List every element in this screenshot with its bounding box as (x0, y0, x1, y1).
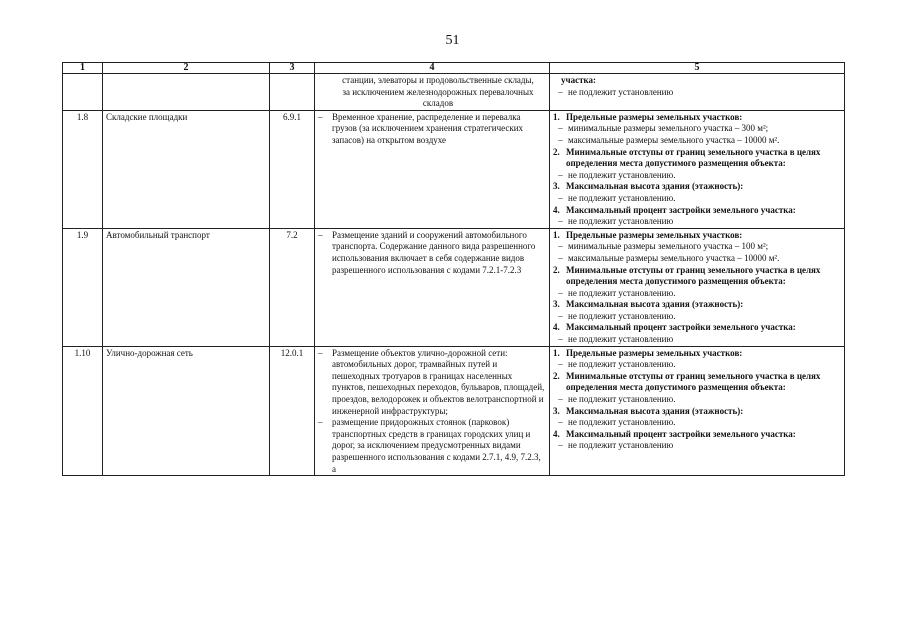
parameter-text: не подлежит установлению. (568, 394, 676, 405)
header-col-5: 5 (550, 63, 845, 74)
land-use-name: Автомобильный транспорт (103, 228, 270, 346)
dash-marker: – (558, 134, 563, 145)
section-title: Максимальный процент застройки земельного участка: (566, 204, 796, 215)
parameter-item (553, 193, 841, 205)
dash-marker: – (318, 229, 323, 240)
section-title: Минимальные отступы от границ земельного участка в целях определения места допустимого размещения объекта: (566, 146, 821, 169)
parameter-item (553, 253, 841, 265)
section-number: 1. (553, 229, 560, 240)
continuation-section-title: участка: (561, 75, 597, 85)
land-use-description (315, 110, 550, 228)
section-number: 3. (553, 181, 560, 192)
parameter-item (553, 440, 841, 452)
parameter-item (553, 359, 841, 371)
section-number: 2. (553, 146, 560, 157)
description-item (318, 230, 546, 276)
parameter-text: не подлежит установлению. (568, 417, 676, 428)
table-row (63, 346, 845, 476)
dash-marker: – (558, 287, 563, 298)
section-title: Предельные размеры земельных участков: (566, 229, 743, 240)
parameter-section (553, 348, 841, 360)
section-title: Максимальная высота здания (этажность): (566, 181, 744, 192)
parameter-section (553, 181, 841, 193)
dash-marker: – (558, 216, 563, 227)
land-use-description (315, 346, 550, 476)
parameter-item (553, 170, 841, 182)
parameter-section (553, 205, 841, 217)
header-col-1: 1 (63, 63, 103, 74)
section-number: 4. (553, 428, 560, 439)
land-use-table (62, 62, 845, 476)
parameter-text: не подлежит установлению. (568, 310, 676, 321)
parameter-section (553, 265, 841, 288)
parameter-text: минимальные размеры земельного участка – 100 м²; (568, 241, 769, 252)
dash-marker: – (558, 123, 563, 134)
section-number: 2. (553, 370, 560, 381)
parameter-text: минимальные размеры земельного участка – 300 м²; (568, 123, 769, 134)
parameter-section (553, 230, 841, 242)
dash-marker: – (558, 394, 563, 405)
dash-marker: – (558, 440, 563, 451)
description-text: размещение придорожных стоянок (парковок) транспортных средств в границах городских улиц и дорог, за исключением предусмотренных видами разрешенного использования с кодами 2.7.1, 4.9, 7.2.3, а (332, 417, 541, 474)
section-title: Максимальная высота здания (этажность): (566, 299, 744, 310)
parameter-section (553, 429, 841, 441)
dash-marker: – (558, 334, 563, 345)
table-row (63, 228, 845, 346)
parameter-section (553, 147, 841, 170)
parameter-item (553, 311, 841, 323)
dash-marker: – (558, 192, 563, 203)
parameter-section (553, 406, 841, 418)
section-number: 1. (553, 347, 560, 358)
land-use-parameters (550, 228, 845, 346)
section-title: Минимальные отступы от границ земельного участка в целях определения места допустимого размещения объекта: (566, 264, 821, 287)
description-text: Размещение объектов улично-дорожной сети: автомобильных дорог, трамвайных путей и пешеходных тротуаров в границах населенных пунктов, пешеходных переходов, бульваров, площадей, проездов, велодорожек и объектов велотранспортной и инженерной инфраструктуры; (332, 347, 545, 416)
header-col-4: 4 (315, 63, 550, 74)
page-number: 51 (445, 33, 460, 48)
parameter-section (553, 371, 841, 394)
parameter-text: не подлежит установлению. (568, 192, 676, 203)
parameter-text: не подлежит установлению. (568, 359, 676, 370)
land-use-code: 12.0.1 (270, 346, 315, 476)
section-number: 2. (553, 264, 560, 275)
parameter-item (553, 216, 841, 228)
land-use-name: Складские площадки (103, 110, 270, 228)
section-title: Максимальный процент застройки земельного участка: (566, 428, 796, 439)
section-number: 4. (553, 322, 560, 333)
parameter-text: не подлежит установлению (568, 334, 674, 345)
dash-marker: – (558, 417, 563, 428)
row-number: 1.10 (63, 346, 103, 476)
parameter-item (553, 334, 841, 346)
header-col-2: 2 (103, 63, 270, 74)
row-number: 1.8 (63, 110, 103, 228)
description-text: Временное хранение, распределение и перевалка грузов (за исключением хранения стратегических запасов) на открытом воздухе (332, 111, 524, 145)
header-col-3: 3 (270, 63, 315, 74)
parameter-item (553, 417, 841, 429)
parameter-text: не подлежит установлению (568, 440, 674, 451)
parameter-text: не подлежит установлению (568, 216, 674, 227)
description-item (318, 348, 546, 418)
land-use-name: Улично-дорожная сеть (103, 346, 270, 476)
parameter-text: максимальные размеры земельного участка – 10000 м². (568, 134, 780, 145)
parameter-item (553, 135, 841, 147)
land-use-code: 6.9.1 (270, 110, 315, 228)
land-use-parameters (550, 110, 845, 228)
parameter-item (553, 123, 841, 135)
dash-marker: – (318, 347, 323, 358)
land-use-description (315, 228, 550, 346)
parameter-item (553, 394, 841, 406)
dash-marker: – (558, 169, 563, 180)
section-number: 3. (553, 299, 560, 310)
continuation-item: – не подлежит установлению (558, 86, 674, 97)
parameter-item (553, 288, 841, 300)
section-number: 3. (553, 405, 560, 416)
dash-marker: – (318, 417, 323, 428)
section-title: Предельные размеры земельных участков: (566, 347, 743, 358)
dash-marker: – (318, 111, 323, 122)
dash-marker: – (558, 359, 563, 370)
section-number: 4. (553, 204, 560, 215)
parameter-text: максимальные размеры земельного участка – 10000 м². (568, 252, 780, 263)
parameter-text: не подлежит установлению. (568, 169, 676, 180)
row-number: 1.9 (63, 228, 103, 346)
section-number: 1. (553, 111, 560, 122)
dash-marker: – (558, 310, 563, 321)
description-item (318, 112, 546, 147)
land-use-parameters (550, 346, 845, 476)
table-header-row (63, 63, 845, 74)
section-title: Максимальный процент застройки земельного участка: (566, 322, 796, 333)
parameter-section (553, 322, 841, 334)
parameter-item (553, 241, 841, 253)
parameter-section (553, 112, 841, 124)
description-text: Размещение зданий и сооружений автомобильного транспорта. Содержание данного вида разрешенного использования включает в себя содержание видов разрешенного использования с кодами 7.2.1-7.2.3 (332, 229, 536, 275)
section-title: Минимальные отступы от границ земельного участка в целях определения места допустимого размещения объекта: (566, 370, 821, 393)
land-use-code: 7.2 (270, 228, 315, 346)
parameter-text: не подлежит установлению. (568, 287, 676, 298)
dash-marker: – (558, 252, 563, 263)
table-row (63, 110, 845, 228)
continuation-row (63, 74, 845, 111)
description-item (318, 417, 546, 475)
section-title: Максимальная высота здания (этажность): (566, 405, 744, 416)
section-title: Предельные размеры земельных участков: (566, 111, 743, 122)
parameter-section (553, 299, 841, 311)
continuation-description: станции, элеваторы и продовольственные склады, за исключением железнодорожных перевалочных складов (342, 75, 534, 109)
dash-marker: – (558, 241, 563, 252)
